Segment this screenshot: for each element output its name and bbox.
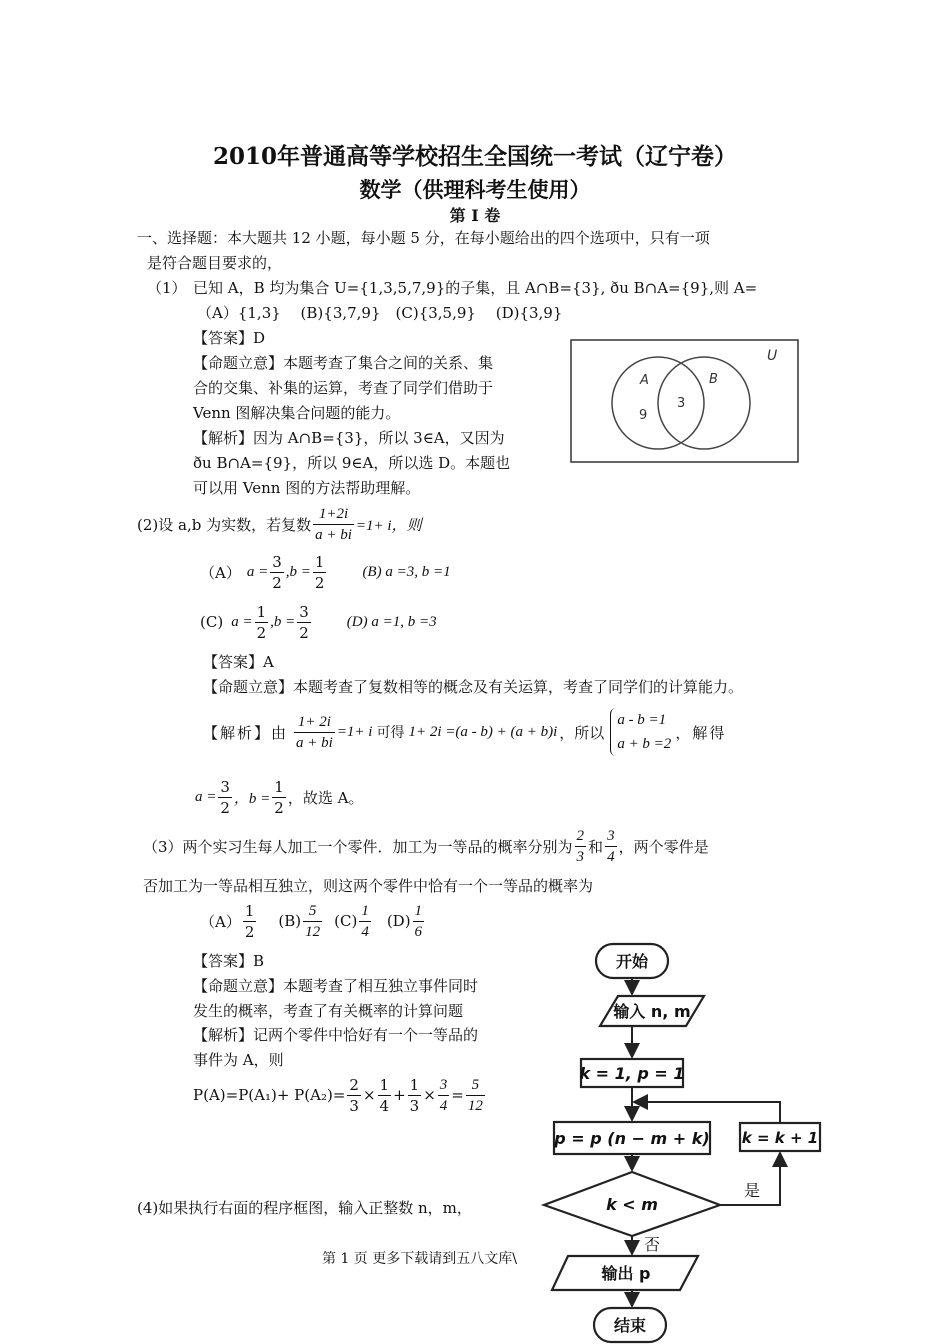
q2-opt-a-frac2-den: 2 bbox=[314, 573, 325, 592]
q2-system-eq2: a + b =2 bbox=[617, 736, 672, 752]
q3-prob2 bbox=[605, 826, 617, 867]
q2-analysis-pre: 【解析】由 bbox=[203, 723, 289, 742]
q2-opt-c-frac2-den: 2 bbox=[299, 623, 309, 642]
q2-opt-c-a: a = bbox=[231, 613, 253, 630]
q3-opt-b-frac bbox=[303, 901, 322, 942]
flow-start-label: 开始 bbox=[615, 952, 649, 971]
q2-result-a: a = bbox=[195, 788, 217, 805]
q3-opt-a-num: 1 bbox=[244, 901, 255, 920]
q2-result-end: ，故选 A。 bbox=[287, 788, 364, 807]
q2-opt-a-frac2-num: 1 bbox=[314, 552, 325, 571]
venn-number-3: 3 bbox=[677, 396, 686, 411]
q3-formula-pre: P(A)=P(A₁)+ P(A₂)= bbox=[193, 1086, 346, 1104]
q2-opt-c-frac2 bbox=[297, 602, 311, 643]
q2-result-row bbox=[195, 773, 363, 821]
section-intro-line1: 一、选择题：本大题共 12 小题，每小题 5 分，在每小题给出的四个选项中，只有一项 bbox=[137, 229, 710, 247]
flow-yes-label: 是 bbox=[743, 1181, 761, 1200]
q2-opt-c-frac1-num: 1 bbox=[256, 602, 267, 621]
q3-f4 bbox=[438, 1075, 450, 1116]
q3-f2 bbox=[378, 1075, 392, 1116]
flow-incr-label: k = k + 1 bbox=[741, 1129, 819, 1147]
flow-input-label: 输入 n, m bbox=[613, 1002, 691, 1021]
q2-stem-post: =1+ i，则 bbox=[355, 517, 422, 534]
venn-number-9: 9 bbox=[639, 408, 648, 423]
section-intro-line2: 是符合题目要求的， bbox=[147, 254, 283, 272]
q3-answer: 【答案】B bbox=[193, 952, 265, 970]
flow-cond-label: k < m bbox=[606, 1195, 658, 1214]
q2-opt-c-frac1-den: 2 bbox=[256, 623, 267, 642]
q1-number: （1） bbox=[147, 279, 187, 297]
q2-result-frac-a-num: 3 bbox=[220, 777, 230, 796]
q3-f4-den: 4 bbox=[439, 1097, 448, 1114]
q1-options: （A）{1,3} (B){3,7,9} (C){3,5,9} (D){3,9} bbox=[197, 304, 563, 322]
q3-equals: = bbox=[451, 1086, 464, 1104]
q3-prob1-num: 2 bbox=[575, 826, 587, 847]
q2-opt-a-label: （A） bbox=[200, 563, 241, 582]
q2-fraction bbox=[313, 504, 354, 545]
q2-analysis-frac-den: a + bi bbox=[296, 734, 333, 751]
q3-prob2-den: 4 bbox=[607, 848, 615, 865]
q3-times-1: × bbox=[362, 1086, 376, 1104]
q2-analysis-frac bbox=[294, 712, 335, 753]
q2-frac-den: a + bi bbox=[315, 526, 352, 543]
q3-f5-num: 5 bbox=[466, 1075, 485, 1096]
q3-opt-b-den: 12 bbox=[305, 923, 321, 940]
q2-opt-a-frac1-num: 3 bbox=[272, 552, 282, 571]
q1-analysis-line2: ðu B∩A={9}，所以 9∈A，所以选 D。本题也 bbox=[193, 454, 511, 472]
venn-label-b: B bbox=[709, 372, 718, 387]
q2-answer: 【答案】A bbox=[203, 653, 274, 671]
flow-init-label: k = 1, p = 1 bbox=[579, 1064, 685, 1083]
q2-analysis-frac-num: 1+ 2i bbox=[294, 712, 335, 733]
q3-intent-line2: 发生的概率，考查了有关概率的计算问题 bbox=[193, 1002, 464, 1020]
q3-opt-d-frac bbox=[413, 901, 425, 942]
q1-intent-line1: 【命题立意】本题考查了集合之间的关系、集 bbox=[193, 354, 494, 372]
q2-result-frac-a-den: 2 bbox=[220, 798, 230, 817]
q3-and: 和 bbox=[588, 837, 604, 856]
q3-opt-b-num: 5 bbox=[303, 901, 322, 922]
q3-f3-num: 1 bbox=[409, 1075, 420, 1094]
q3-opt-c-den: 4 bbox=[361, 923, 369, 940]
volume-label: 第 I 卷 bbox=[449, 206, 501, 225]
q2-intent: 【命题立意】本题考查了复数相等的概念及有关运算，考查了同学们的计算能力。 bbox=[203, 678, 744, 696]
q2-equation-system bbox=[610, 708, 671, 756]
q2-opt-a-b: ,b = bbox=[285, 563, 311, 580]
q3-prob2-num: 3 bbox=[605, 826, 617, 847]
q1-stem: 已知 A，B 均为集合 U={1,3,5,7,9}的子集，且 A∩B={3}, ðu B∩A={9},则 A= bbox=[193, 279, 758, 297]
q3-opt-c-num: 1 bbox=[359, 901, 371, 922]
q3-analysis-line1: 【解析】记两个零件中恰好有一个一等品的 bbox=[193, 1026, 479, 1044]
q2-opt-a-frac1-den: 2 bbox=[272, 573, 282, 592]
q2-system-eq1: a - b =1 bbox=[617, 712, 667, 728]
q2-stem-pre: (2)设 a,b 为实数，若复数 bbox=[137, 515, 312, 534]
q3-analysis-line2: 事件为 A，则 bbox=[193, 1051, 284, 1069]
q3-f5 bbox=[466, 1075, 485, 1116]
q3-f1-den: 3 bbox=[349, 1096, 359, 1115]
q4-stem: (4)如果执行右面的程序框图，输入正整数 n，m， bbox=[137, 1199, 472, 1217]
q1-analysis-line3: 可以用 Venn 图的方法帮助理解。 bbox=[193, 479, 421, 497]
q3-opt-a-den: 2 bbox=[244, 922, 255, 941]
q1-analysis-line1: 【解析】因为 A∩B={3}，所以 3∈A，又因为 bbox=[193, 429, 505, 447]
q3-f3-den: 3 bbox=[409, 1096, 420, 1115]
q2-analysis-row bbox=[203, 704, 726, 760]
q3-stem-pre: （3）两个实习生每人加工一个零件．加工为一等品的概率分别为 bbox=[143, 837, 573, 856]
q2-opt-c-frac2-num: 3 bbox=[299, 602, 309, 621]
q1-intent-line2: 合的交集、补集的运算，考查了同学们借助于 bbox=[193, 379, 494, 397]
q2-opt-d: (D) a =1, b =3 bbox=[346, 613, 437, 630]
q3-prob1-den: 3 bbox=[576, 848, 585, 865]
q2-result-frac-a bbox=[218, 777, 232, 818]
q3-opt-c-label: (C) bbox=[334, 912, 358, 930]
q3-options-row bbox=[200, 897, 426, 945]
q2-analysis-end: ，解得 bbox=[675, 723, 727, 742]
q3-f5-den: 12 bbox=[467, 1097, 483, 1114]
q3-plus: + bbox=[393, 1086, 406, 1104]
q2-analysis-mid3: ，所以 bbox=[559, 723, 605, 742]
q2-opt-c-label: (C) bbox=[200, 613, 224, 631]
q2-opt-a-frac1 bbox=[270, 552, 284, 593]
q2-options-row1 bbox=[200, 548, 451, 596]
q3-opt-a-label: （A） bbox=[200, 912, 241, 931]
q3-f1 bbox=[347, 1075, 361, 1116]
q1-intent-line3: Venn 图解决集合问题的能力。 bbox=[193, 404, 401, 422]
q3-opt-c-frac bbox=[359, 901, 371, 942]
q3-opt-d-label: (D) bbox=[386, 912, 411, 930]
flow-no-label: 否 bbox=[643, 1235, 661, 1254]
q3-formula-row bbox=[193, 1071, 487, 1119]
page-footer: 第 1 页 更多下载请到五八文库\ bbox=[322, 1251, 517, 1267]
q2-frac-num: 1+2i bbox=[313, 504, 354, 525]
q2-opt-b: (B) a =3, b =1 bbox=[362, 563, 451, 580]
q2-analysis-mid1: =1+ i bbox=[336, 723, 373, 740]
q2-analysis-eq: 1+ 2i =(a - b) + (a + b)i bbox=[408, 723, 558, 740]
venn-label-a: A bbox=[640, 373, 649, 388]
page-title: 2010年普通高等学校招生全国统一考试（辽宁卷） bbox=[212, 143, 737, 170]
q1-answer: 【答案】D bbox=[193, 329, 266, 347]
q3-opt-d-den: 6 bbox=[414, 923, 423, 940]
q3-times-2: × bbox=[423, 1086, 436, 1104]
q3-prob1 bbox=[575, 826, 587, 867]
q3-opt-d-num: 1 bbox=[413, 901, 425, 922]
q2-opt-c-b: ,b = bbox=[270, 613, 296, 630]
q3-f1-num: 2 bbox=[349, 1075, 359, 1094]
q2-result-frac-b-num: 1 bbox=[274, 777, 284, 796]
q3-opt-b-label: (B) bbox=[278, 912, 302, 930]
page-subtitle: 数学（供理科考生使用） bbox=[359, 177, 591, 202]
q3-f2-num: 1 bbox=[379, 1075, 390, 1094]
q3-intent-line1: 【命题立意】本题考查了相互独立事件同时 bbox=[193, 977, 479, 995]
q2-opt-a-a: a = bbox=[246, 563, 269, 580]
flow-end-label: 结束 bbox=[613, 1316, 647, 1335]
venn-label-u: U bbox=[767, 348, 778, 364]
q3-stem-line2: 否加工为一等品相互独立，则这两个零件中恰有一个一等品的概率为 bbox=[143, 877, 594, 895]
q3-opt-a-frac bbox=[243, 901, 257, 942]
q2-result-b: ，b = bbox=[233, 790, 271, 807]
q2-opt-c-frac1 bbox=[255, 602, 269, 643]
q3-f3 bbox=[408, 1075, 422, 1116]
q2-opt-a-frac2 bbox=[313, 552, 327, 593]
venn-diagram bbox=[570, 339, 799, 463]
q3-f2-den: 4 bbox=[379, 1096, 390, 1115]
q3-stem-post: ，两个零件是 bbox=[618, 837, 709, 856]
q2-result-frac-b-den: 2 bbox=[274, 798, 284, 817]
flow-update-label: p = p (n − m + k) bbox=[554, 1129, 710, 1148]
flow-output-label: 输出 p bbox=[601, 1264, 651, 1283]
q2-options-row2 bbox=[200, 598, 437, 646]
q2-result-frac-b bbox=[272, 777, 286, 818]
q3-stem-row bbox=[143, 822, 709, 870]
flowchart bbox=[540, 940, 830, 1344]
q3-f4-num: 3 bbox=[438, 1075, 450, 1096]
q2-stem-row bbox=[137, 500, 422, 548]
q2-analysis-mid2: 可得 bbox=[376, 725, 405, 741]
flow-edge-loop-back bbox=[634, 1102, 780, 1123]
